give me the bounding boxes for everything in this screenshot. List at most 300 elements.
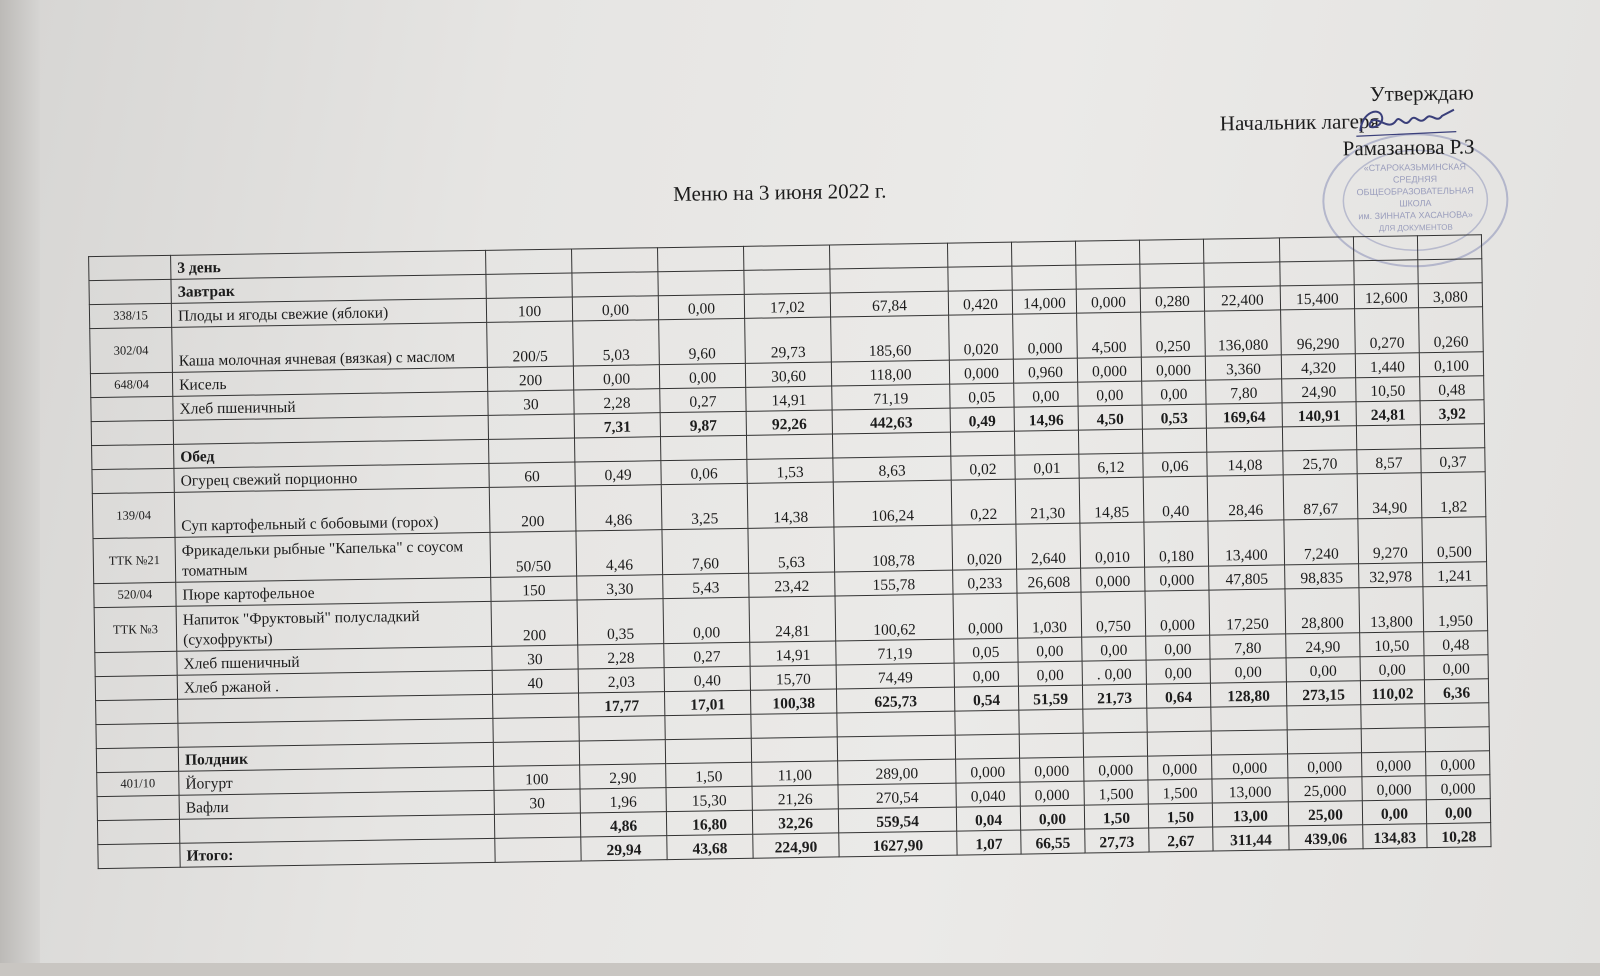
value-cell	[1012, 265, 1076, 290]
value-cell: 0,00	[663, 597, 750, 643]
value-cell: 0,000	[1141, 356, 1205, 381]
value-cell: 106,24	[833, 480, 952, 527]
dish-name: Каша молочная ячневая (вязкая) с маслом	[172, 322, 488, 372]
dish-name: Полдник	[178, 742, 493, 771]
value-cell: 0,000	[1426, 751, 1490, 776]
value-cell: 2,67	[1149, 827, 1213, 852]
value-cell	[1211, 730, 1287, 755]
value-cell	[837, 711, 955, 737]
value-cell: 3,25	[661, 483, 748, 529]
value-cell	[1420, 424, 1484, 449]
value-cell: 16,80	[666, 810, 752, 835]
value-cell	[751, 713, 837, 738]
value-cell: 625,73	[836, 687, 954, 713]
value-cell: 6,36	[1424, 679, 1488, 704]
dish-name: Хлеб ржаной .	[177, 670, 492, 699]
value-cell: 1,500	[1084, 780, 1148, 805]
value-cell: 0,420	[948, 290, 1012, 315]
value-cell	[493, 693, 579, 718]
value-cell	[832, 432, 950, 458]
value-cell	[1417, 235, 1481, 260]
dish-name: Огурец свежий порционно	[174, 463, 489, 492]
value-cell: 0,000	[1081, 567, 1145, 592]
value-cell: 0,37	[1421, 448, 1485, 473]
value-cell: 0,960	[1013, 358, 1077, 383]
value-cell	[1425, 727, 1489, 752]
value-cell: 4,500	[1077, 312, 1142, 358]
dish-name: Хлеб пшеничный	[177, 646, 492, 675]
value-cell: 0,00	[1082, 636, 1146, 661]
value-cell: 0,000	[953, 593, 1018, 639]
value-cell: 270,54	[838, 783, 956, 809]
value-cell: 0,01	[1015, 454, 1079, 479]
value-cell: 15,70	[750, 665, 836, 690]
value-cell: 0,000	[1288, 753, 1362, 778]
dish-code: 648/04	[90, 372, 172, 397]
value-cell: 0,750	[1081, 591, 1146, 637]
dish-code	[92, 468, 174, 493]
value-cell	[1353, 236, 1417, 261]
value-cell: 10,28	[1427, 823, 1491, 848]
dish-code: 302/04	[90, 327, 173, 373]
value-cell: 96,290	[1281, 309, 1356, 355]
value-cell	[1140, 263, 1204, 288]
value-cell: 0,000	[1145, 566, 1209, 591]
value-cell: 30	[492, 645, 578, 670]
value-cell: 0,00	[573, 365, 659, 390]
value-cell: 5,63	[748, 527, 835, 573]
value-cell: 87,67	[1283, 474, 1358, 520]
value-cell	[665, 714, 751, 739]
svg-text:им. ЗИННАТА ХАСАНОВА»: им. ЗИННАТА ХАСАНОВА»	[1358, 209, 1473, 222]
dish-code	[96, 747, 178, 772]
value-cell: 29,73	[745, 317, 832, 363]
value-cell: 1,440	[1355, 353, 1419, 378]
value-cell	[1078, 429, 1142, 454]
value-cell	[947, 242, 1011, 267]
value-cell: 9,87	[660, 411, 746, 436]
value-cell	[658, 246, 744, 271]
value-cell: 100,62	[835, 594, 954, 641]
value-cell: 0,000	[1013, 313, 1078, 359]
menu-title: Меню на 3 июня 2022 г.	[672, 178, 887, 206]
value-cell	[744, 269, 830, 294]
dish-code	[98, 843, 180, 868]
value-cell	[574, 437, 660, 462]
value-cell	[751, 737, 837, 762]
value-cell: 1,07	[957, 830, 1021, 855]
value-cell	[1204, 262, 1280, 287]
value-cell	[493, 741, 579, 766]
dish-name: Плоды и ягоды свежие (яблоки)	[171, 298, 486, 327]
value-cell: 1,96	[580, 788, 666, 813]
dish-name: Хлеб пшеничный	[173, 391, 488, 420]
signature	[1352, 102, 1463, 144]
dish-code	[89, 279, 171, 304]
value-cell: 155,78	[835, 570, 953, 596]
value-cell: 71,19	[836, 639, 954, 665]
value-cell	[1147, 731, 1211, 756]
value-cell: 0,000	[949, 359, 1013, 384]
value-cell: 0,53	[1142, 404, 1206, 429]
value-cell: 13,800	[1359, 587, 1424, 633]
value-cell	[1361, 728, 1425, 753]
value-cell: 11,00	[752, 761, 838, 786]
value-cell: 28,46	[1207, 475, 1284, 521]
value-cell	[494, 813, 580, 838]
value-cell: 0,000	[1426, 775, 1490, 800]
value-cell: 0,35	[577, 599, 664, 645]
dish-name: Итого:	[180, 838, 495, 867]
value-cell	[1076, 264, 1140, 289]
value-cell: 2,90	[580, 764, 666, 789]
value-cell	[1287, 705, 1361, 730]
value-cell: 0,00	[1286, 657, 1360, 682]
dish-code: 520/04	[94, 582, 176, 607]
value-cell: 10,50	[1360, 632, 1424, 657]
value-cell: 289,00	[838, 759, 956, 785]
dish-code	[96, 699, 178, 724]
value-cell	[830, 267, 948, 293]
value-cell: 30	[488, 390, 574, 415]
value-cell: 21,73	[1082, 684, 1146, 709]
value-cell	[495, 837, 581, 862]
value-cell: 0,040	[956, 782, 1020, 807]
value-cell	[1361, 704, 1425, 729]
value-cell: 28,800	[1285, 588, 1360, 634]
value-cell: 0,500	[1422, 517, 1487, 563]
dish-name: Завтрак	[171, 274, 486, 303]
value-cell: 0,00	[1360, 656, 1424, 681]
value-cell: 74,49	[836, 663, 954, 689]
value-cell	[1139, 239, 1203, 264]
value-cell: 110,02	[1360, 680, 1424, 705]
value-cell	[1019, 709, 1083, 734]
value-cell: 4,320	[1281, 354, 1355, 379]
value-cell: 0,000	[1077, 357, 1141, 382]
svg-text:ДЛЯ ДОКУМЕНТОВ: ДЛЯ ДОКУМЕНТОВ	[1378, 222, 1453, 233]
value-cell: 200	[491, 600, 578, 646]
value-cell	[950, 431, 1014, 456]
value-cell	[579, 740, 665, 765]
value-cell: 0,40	[1143, 476, 1208, 522]
value-cell	[665, 738, 751, 763]
value-cell: 1,50	[1148, 803, 1212, 828]
value-cell: 0,000	[1084, 756, 1148, 781]
value-cell	[1354, 260, 1418, 285]
value-cell	[1280, 261, 1354, 286]
value-cell: 0,49	[950, 407, 1014, 432]
value-cell: 439,06	[1289, 825, 1363, 850]
value-cell: 5,03	[573, 320, 660, 366]
value-cell: 200	[487, 366, 573, 391]
value-cell	[658, 270, 744, 295]
value-cell: 311,44	[1213, 826, 1289, 851]
value-cell: 1,53	[747, 458, 833, 483]
value-cell: 0,22	[951, 479, 1016, 525]
value-cell: 21,26	[752, 785, 838, 810]
value-cell: 0,00	[572, 296, 658, 321]
value-cell	[1206, 427, 1282, 452]
value-cell: 100	[486, 297, 572, 322]
value-cell: 9,270	[1358, 518, 1423, 564]
value-cell: 0,00	[1078, 381, 1142, 406]
dish-name: Йогурт	[179, 766, 494, 795]
value-cell: 8,57	[1357, 449, 1421, 474]
dish-name: 3 день	[171, 250, 486, 279]
value-cell	[955, 734, 1019, 759]
value-cell	[829, 243, 947, 269]
value-cell: 12,600	[1354, 284, 1418, 309]
value-cell: 13,400	[1208, 520, 1285, 566]
value-cell: 4,86	[575, 485, 662, 531]
value-cell: 0,00	[659, 363, 745, 388]
value-cell: 7,31	[574, 413, 660, 438]
value-cell: 13,000	[1212, 778, 1288, 803]
value-cell: 0,000	[1076, 288, 1140, 313]
value-cell: 1,82	[1421, 472, 1486, 518]
value-cell: 200	[489, 486, 576, 532]
value-cell	[1287, 729, 1361, 754]
value-cell: 2,640	[1016, 523, 1081, 569]
value-cell: 17,02	[744, 293, 830, 318]
dish-code	[97, 795, 179, 820]
value-cell: 0,020	[952, 524, 1017, 570]
value-cell: 0,00	[658, 294, 744, 319]
value-cell: 3,360	[1205, 355, 1281, 380]
value-cell: 0,000	[1148, 755, 1212, 780]
value-cell: 0,00	[1142, 380, 1206, 405]
value-cell: 0,180	[1144, 521, 1209, 567]
value-cell: 10,50	[1356, 377, 1420, 402]
value-cell	[488, 414, 574, 439]
svg-text:ОБЩЕОБРАЗОВАТЕЛЬНАЯ: ОБЩЕОБРАЗОВАТЕЛЬНАЯ	[1356, 185, 1474, 198]
value-cell: 0,64	[1146, 683, 1210, 708]
value-cell: 66,55	[1021, 829, 1085, 854]
value-cell: 0,000	[1145, 590, 1210, 636]
value-cell: 0,00	[1146, 659, 1210, 684]
value-cell	[746, 434, 832, 459]
value-cell: 0,05	[954, 638, 1018, 663]
value-cell: 15,400	[1280, 285, 1354, 310]
value-cell: 0,00	[1210, 658, 1286, 683]
value-cell	[1014, 430, 1078, 455]
value-cell: 40	[492, 669, 578, 694]
value-cell: 29,94	[581, 836, 667, 861]
value-cell: 185,60	[831, 315, 950, 362]
value-cell: 128,80	[1210, 682, 1286, 707]
dish-code	[95, 651, 177, 676]
value-cell: 27,73	[1085, 828, 1149, 853]
value-cell: 32,26	[752, 809, 838, 834]
value-cell: 0,000	[1362, 776, 1426, 801]
value-cell: 1,50	[1084, 804, 1148, 829]
value-cell: 17,77	[579, 692, 665, 717]
value-cell: 25,00	[1288, 801, 1362, 826]
dish-code: ТТК №21	[93, 537, 176, 583]
value-cell: 0,00	[1362, 800, 1426, 825]
value-cell: 2,28	[578, 644, 664, 669]
dish-name: Пюре картофельное	[176, 577, 491, 606]
value-cell: 22,400	[1204, 286, 1280, 311]
value-cell: 0,000	[1020, 757, 1084, 782]
value-cell	[1282, 426, 1356, 451]
value-cell: 200/5	[487, 321, 574, 367]
value-cell	[744, 245, 830, 270]
value-cell: 60	[489, 462, 575, 487]
value-cell: 0,000	[1020, 781, 1084, 806]
value-cell: 0,000	[956, 758, 1020, 783]
value-cell: 14,000	[1012, 289, 1076, 314]
value-cell: 1,030	[1017, 592, 1082, 638]
value-cell: 8,63	[833, 456, 951, 482]
dish-name: Вафли	[179, 790, 494, 819]
value-cell: 0,020	[949, 314, 1014, 360]
dish-code: 401/10	[97, 771, 179, 796]
value-cell: 13,00	[1212, 802, 1288, 827]
value-cell: 67,84	[830, 291, 948, 317]
value-cell: 25,000	[1288, 777, 1362, 802]
value-cell: 0,04	[956, 806, 1020, 831]
value-cell	[1356, 425, 1420, 450]
value-cell: 51,59	[1018, 685, 1082, 710]
value-cell	[1011, 241, 1075, 266]
value-cell	[1147, 707, 1211, 732]
value-cell	[1142, 428, 1206, 453]
value-cell: 7,80	[1210, 634, 1286, 659]
value-cell: 0,00	[1018, 661, 1082, 686]
value-cell: 559,54	[838, 807, 956, 833]
value-cell: 442,63	[832, 408, 950, 434]
svg-text:СРЕДНЯЯ: СРЕДНЯЯ	[1392, 173, 1438, 185]
value-cell: 9,60	[659, 318, 746, 364]
value-cell: 0,00	[1018, 637, 1082, 662]
value-cell	[486, 273, 572, 298]
value-cell: 0,233	[953, 569, 1017, 594]
value-cell: 0,49	[575, 461, 661, 486]
value-cell: 2,03	[578, 668, 664, 693]
value-cell: 0,54	[954, 686, 1018, 711]
value-cell	[1019, 733, 1083, 758]
value-cell: 14,38	[747, 482, 834, 528]
dish-code	[89, 255, 171, 280]
value-cell: 100	[494, 765, 580, 790]
dish-name: Суп картофельный с бобовыми (горох)	[174, 487, 490, 537]
value-cell	[837, 735, 955, 761]
dish-code	[91, 420, 173, 445]
value-cell: 14,91	[746, 386, 832, 411]
value-cell: 7,240	[1284, 519, 1359, 565]
value-cell: 4,46	[576, 530, 663, 576]
value-cell: 23,42	[749, 572, 835, 597]
approval-line-1: Утверждаю	[1369, 80, 1474, 106]
value-cell: 1,50	[666, 762, 752, 787]
value-cell: 17,250	[1209, 589, 1286, 635]
dish-code: 338/15	[89, 303, 171, 328]
value-cell: 43,68	[667, 834, 753, 859]
value-cell: 98,835	[1285, 564, 1359, 589]
value-cell: 7,80	[1206, 379, 1282, 404]
value-cell: 0,00	[1424, 655, 1488, 680]
dish-name: Напиток "Фруктовый" полусладкий (сухофрукты)	[176, 601, 492, 651]
value-cell: 4,86	[580, 812, 666, 837]
value-cell: 150	[491, 576, 577, 601]
value-cell: 0,000	[1212, 754, 1288, 779]
svg-text:«СТАРОКАЗЬМИНСКАЯ: «СТАРОКАЗЬМИНСКАЯ	[1363, 161, 1467, 174]
value-cell: 14,08	[1207, 451, 1283, 476]
value-cell: 0,06	[1143, 452, 1207, 477]
value-cell: 24,90	[1286, 633, 1360, 658]
value-cell	[579, 716, 665, 741]
value-cell	[948, 266, 1012, 291]
value-cell: 14,96	[1014, 406, 1078, 431]
value-cell: 0,05	[950, 383, 1014, 408]
value-cell: 15,30	[666, 786, 752, 811]
value-cell: 5,43	[663, 573, 749, 598]
menu-table	[88, 234, 1491, 869]
value-cell	[1425, 703, 1489, 728]
value-cell: 0,000	[1362, 752, 1426, 777]
value-cell: 0,27	[664, 642, 750, 667]
value-cell: 108,78	[834, 525, 953, 572]
value-cell: 17,01	[664, 690, 750, 715]
value-cell: 273,15	[1286, 681, 1360, 706]
value-cell	[1211, 706, 1287, 731]
value-cell	[1203, 238, 1279, 263]
dish-code	[97, 819, 179, 844]
value-cell: 25,70	[1283, 450, 1357, 475]
value-cell: 6,12	[1079, 453, 1143, 478]
value-cell	[572, 248, 658, 273]
value-cell	[572, 272, 658, 297]
value-cell: 47,805	[1209, 565, 1285, 590]
value-cell: 26,608	[1017, 568, 1081, 593]
value-cell	[1083, 708, 1147, 733]
value-cell	[955, 710, 1019, 735]
value-cell: 0,00	[954, 662, 1018, 687]
value-cell	[1279, 237, 1353, 262]
value-cell: 1627,90	[839, 831, 957, 857]
dish-name: Обед	[174, 439, 489, 468]
value-cell: 1,241	[1423, 562, 1487, 587]
value-cell: 100,38	[750, 689, 836, 714]
value-cell: 34,90	[1357, 473, 1422, 519]
dish-code: ТТК №3	[94, 606, 177, 652]
value-cell: 4,50	[1078, 405, 1142, 430]
value-cell: 224,90	[753, 833, 839, 858]
value-cell: 21,30	[1015, 478, 1080, 524]
value-cell	[1083, 732, 1147, 757]
value-cell: 32,978	[1359, 563, 1423, 588]
value-cell: 134,83	[1363, 824, 1427, 849]
value-cell: 1,950	[1423, 586, 1488, 632]
value-cell: 50/50	[490, 531, 577, 577]
dish-code	[96, 723, 178, 748]
value-cell: 3,92	[1420, 400, 1484, 425]
svg-text:ШКОЛА: ШКОЛА	[1399, 198, 1432, 209]
value-cell: . 0,00	[1082, 660, 1146, 685]
value-cell: 14,85	[1079, 477, 1144, 523]
value-cell: 1,500	[1148, 779, 1212, 804]
value-cell: 0,270	[1355, 308, 1420, 354]
dish-code	[92, 444, 174, 469]
value-cell	[486, 249, 572, 274]
value-cell: 24,81	[749, 596, 836, 642]
value-cell: 0,27	[660, 387, 746, 412]
value-cell: 0,48	[1420, 376, 1484, 401]
value-cell: 2,28	[574, 389, 660, 414]
value-cell	[1418, 259, 1482, 284]
